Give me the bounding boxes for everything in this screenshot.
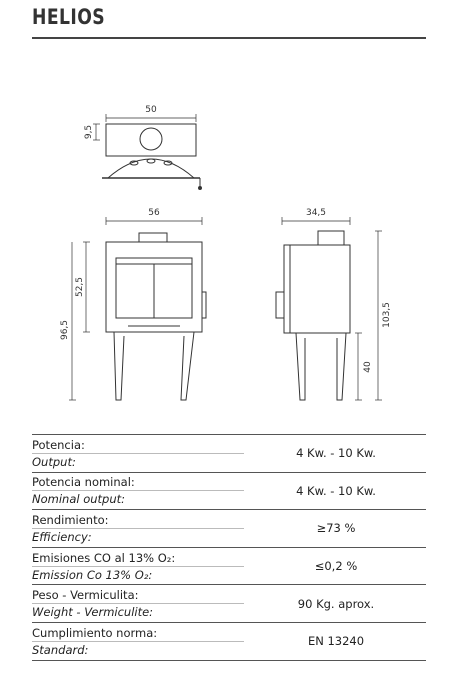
- spec-value: 90 Kg. aprox.: [297, 596, 375, 611]
- front-view: [69, 217, 206, 400]
- spec-label-en: Nominal output:: [32, 490, 244, 507]
- dim-total-height-front: 96,5: [60, 319, 70, 341]
- spec-label-es: Potencia:: [32, 437, 85, 452]
- spec-table: [32, 434, 426, 661]
- spec-value: ≥73 %: [316, 521, 356, 536]
- spec-row-efficiency: [32, 510, 426, 548]
- spec-row-standard: [32, 622, 426, 660]
- spec-label-en: Efficiency:: [32, 528, 244, 545]
- spec-label-en: Output:: [32, 453, 244, 470]
- spec-label-es: Rendimiento:: [32, 512, 109, 527]
- spec-label-es: Potencia nominal:: [32, 475, 135, 490]
- spec-label-es: Peso - Vermiculita:: [32, 588, 139, 603]
- spec-label-es: Cumplimiento norma:: [32, 625, 158, 640]
- spec-label-en: Emission Co 13% O₂:: [32, 566, 244, 583]
- top-view: [93, 114, 202, 190]
- spec-label-en: Weight - Vermiculite:: [32, 603, 244, 620]
- dim-top-depth: 9,5: [84, 124, 94, 140]
- dim-side-depth: 34,5: [305, 208, 327, 218]
- spec-row-weight: [32, 585, 426, 623]
- dim-leg-height: 40: [363, 361, 373, 373]
- spec-label-es: Emisiones CO al 13% O₂:: [32, 550, 176, 565]
- spec-value: ≤0,2 %: [314, 559, 358, 574]
- dim-front-width: 56: [148, 208, 160, 218]
- page-title: HELIOS: [32, 5, 106, 29]
- spec-row-output: [32, 435, 426, 473]
- spec-row-nominal-output: [32, 472, 426, 510]
- dim-top-width: 50: [145, 105, 157, 115]
- spec-row-emission: [32, 547, 426, 585]
- spec-value: 4 Kw. - 10 Kw.: [296, 483, 376, 498]
- dim-body-height: 52,5: [75, 276, 85, 298]
- spec-value: EN 13240: [307, 634, 365, 649]
- spec-value: 4 Kw. - 10 Kw.: [296, 446, 376, 461]
- spec-label-en: Standard:: [32, 641, 244, 658]
- dim-total-height-side: 103,5: [382, 302, 392, 328]
